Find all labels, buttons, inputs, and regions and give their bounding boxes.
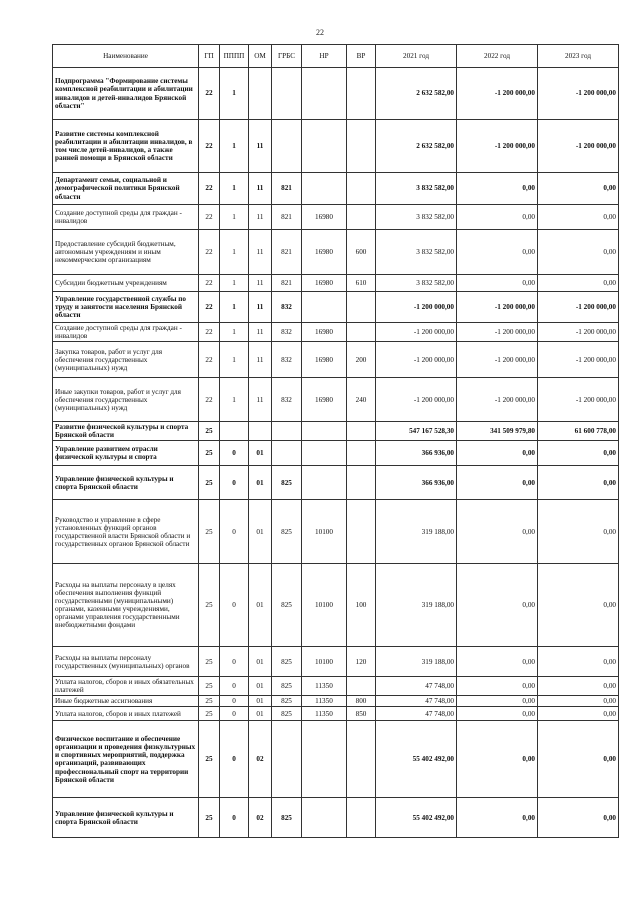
cell-pppp: 1 (220, 275, 249, 292)
cell-om: 01 (249, 647, 272, 677)
cell-vr (347, 422, 376, 441)
cell-y2022: -1 200 000,00 (457, 292, 538, 323)
cell-vr (347, 292, 376, 323)
cell-grbs (272, 120, 302, 173)
cell-nr (302, 422, 347, 441)
budget-table (52, 44, 619, 838)
cell-om: 01 (249, 441, 272, 466)
cell-grbs (272, 441, 302, 466)
header-pppp: ПППП (220, 45, 249, 68)
cell-y2022: 0,00 (457, 696, 538, 707)
cell-om: 01 (249, 564, 272, 647)
cell-y2023: -1 200 000,00 (538, 292, 619, 323)
cell-grbs: 825 (272, 564, 302, 647)
cell-gp: 25 (199, 441, 220, 466)
cell-nr (302, 292, 347, 323)
cell-y2023: 0,00 (538, 230, 619, 275)
cell-pppp: 0 (220, 721, 249, 798)
cell-y2022: -1 200 000,00 (457, 120, 538, 173)
cell-y2022: 0,00 (457, 721, 538, 798)
cell-nr: 16980 (302, 230, 347, 275)
cell-vr: 120 (347, 647, 376, 677)
cell-vr (347, 466, 376, 500)
cell-grbs: 832 (272, 378, 302, 422)
cell-y2023: 0,00 (538, 466, 619, 500)
cell-nr: 16980 (302, 378, 347, 422)
cell-vr: 600 (347, 230, 376, 275)
header-name: Наименование (53, 45, 199, 68)
cell-name: Расходы на выплаты персоналу государственных (муниципальных) органов (53, 647, 199, 677)
cell-om: 11 (249, 173, 272, 205)
cell-pppp: 0 (220, 466, 249, 500)
table-row (53, 323, 619, 342)
table-row (53, 441, 619, 466)
cell-y2023: -1 200 000,00 (538, 120, 619, 173)
cell-y2022: 0,00 (457, 707, 538, 721)
cell-gp: 22 (199, 342, 220, 378)
cell-y2023: 0,00 (538, 677, 619, 696)
header-grbs: ГРБС (272, 45, 302, 68)
cell-grbs: 825 (272, 677, 302, 696)
cell-y2022: 0,00 (457, 798, 538, 838)
cell-y2021: 47 748,00 (376, 677, 457, 696)
cell-grbs: 825 (272, 647, 302, 677)
cell-y2021: 2 632 582,00 (376, 120, 457, 173)
cell-grbs: 821 (272, 173, 302, 205)
cell-y2023: -1 200 000,00 (538, 323, 619, 342)
cell-name: Создание доступной среды для граждан - инвалидов (53, 205, 199, 230)
cell-nr: 10100 (302, 564, 347, 647)
table-row (53, 677, 619, 696)
cell-y2023: 0,00 (538, 721, 619, 798)
cell-pppp: 0 (220, 647, 249, 677)
cell-om: 11 (249, 378, 272, 422)
table-row (53, 647, 619, 677)
cell-om: 01 (249, 696, 272, 707)
cell-name: Управление развитием отрасли физической культуры и спорта (53, 441, 199, 466)
cell-vr (347, 721, 376, 798)
cell-pppp: 0 (220, 798, 249, 838)
cell-y2023: -1 200 000,00 (538, 342, 619, 378)
cell-vr: 850 (347, 707, 376, 721)
cell-y2021: 55 402 492,00 (376, 798, 457, 838)
cell-pppp: 0 (220, 441, 249, 466)
cell-gp: 25 (199, 500, 220, 564)
cell-nr (302, 798, 347, 838)
cell-om: 11 (249, 292, 272, 323)
cell-grbs: 821 (272, 205, 302, 230)
cell-y2021: -1 200 000,00 (376, 342, 457, 378)
table-row (53, 500, 619, 564)
cell-nr: 11350 (302, 707, 347, 721)
cell-vr (347, 677, 376, 696)
cell-nr: 16980 (302, 323, 347, 342)
cell-nr: 16980 (302, 205, 347, 230)
cell-nr (302, 721, 347, 798)
cell-name: Закупка товаров, работ и услуг для обеспечения государственных (муниципальных) нужд (53, 342, 199, 378)
cell-gp: 25 (199, 696, 220, 707)
cell-vr (347, 798, 376, 838)
cell-y2022: 341 509 979,80 (457, 422, 538, 441)
cell-name: Предоставление субсидий бюджетным, автономным учреждениям и иным некоммерческим организациям (53, 230, 199, 275)
cell-vr: 800 (347, 696, 376, 707)
cell-y2023: 0,00 (538, 173, 619, 205)
table-row (53, 721, 619, 798)
cell-pppp: 0 (220, 707, 249, 721)
cell-grbs (272, 68, 302, 120)
cell-om: 01 (249, 677, 272, 696)
cell-name: Создание доступной среды для граждан - инвалидов (53, 323, 199, 342)
cell-y2023: 0,00 (538, 275, 619, 292)
cell-y2023: 0,00 (538, 647, 619, 677)
cell-gp: 25 (199, 564, 220, 647)
cell-y2023: -1 200 000,00 (538, 68, 619, 120)
cell-y2022: -1 200 000,00 (457, 68, 538, 120)
cell-grbs: 821 (272, 230, 302, 275)
page-number: 22 (316, 28, 324, 37)
cell-gp: 25 (199, 466, 220, 500)
cell-gp: 22 (199, 378, 220, 422)
table-row (53, 68, 619, 120)
cell-vr: 240 (347, 378, 376, 422)
cell-y2021: 319 188,00 (376, 564, 457, 647)
cell-om: 11 (249, 230, 272, 275)
cell-y2021: -1 200 000,00 (376, 292, 457, 323)
cell-pppp: 1 (220, 342, 249, 378)
cell-gp: 22 (199, 120, 220, 173)
cell-pppp: 1 (220, 120, 249, 173)
cell-gp: 25 (199, 798, 220, 838)
cell-gp: 25 (199, 647, 220, 677)
cell-name: Физическое воспитание и обеспечение организации и проведения физкультурных и спортивных мероприятий, поддержка организаций, развивающих профессиональный спорт на территории Брянской области (53, 721, 199, 798)
cell-y2021: 47 748,00 (376, 707, 457, 721)
cell-name: Управление физической культуры и спорта Брянской области (53, 466, 199, 500)
cell-y2021: 547 167 528,30 (376, 422, 457, 441)
cell-y2021: 366 936,00 (376, 466, 457, 500)
table-row (53, 564, 619, 647)
cell-nr (302, 68, 347, 120)
cell-pppp: 1 (220, 292, 249, 323)
cell-y2021: 3 832 582,00 (376, 205, 457, 230)
cell-pppp: 1 (220, 173, 249, 205)
cell-vr: 200 (347, 342, 376, 378)
cell-gp: 22 (199, 173, 220, 205)
cell-name: Развитие системы комплексной реабилитации и абилитации инвалидов, в том числе детей-инвалидов, а также ранней помощи в Брянской области (53, 120, 199, 173)
cell-y2022: -1 200 000,00 (457, 378, 538, 422)
cell-y2022: 0,00 (457, 230, 538, 275)
cell-y2022: 0,00 (457, 466, 538, 500)
cell-y2022: 0,00 (457, 173, 538, 205)
cell-grbs: 832 (272, 323, 302, 342)
cell-nr (302, 466, 347, 500)
cell-pppp: 1 (220, 323, 249, 342)
cell-om (249, 422, 272, 441)
cell-y2021: 2 632 582,00 (376, 68, 457, 120)
cell-om: 01 (249, 466, 272, 500)
cell-grbs: 825 (272, 696, 302, 707)
cell-gp: 25 (199, 721, 220, 798)
cell-y2022: 0,00 (457, 564, 538, 647)
cell-vr (347, 68, 376, 120)
cell-y2021: 319 188,00 (376, 647, 457, 677)
cell-name: Уплата налогов, сборов и иных обязательных платежей (53, 677, 199, 696)
cell-gp: 22 (199, 292, 220, 323)
cell-nr (302, 120, 347, 173)
cell-nr: 10100 (302, 500, 347, 564)
cell-y2022: 0,00 (457, 647, 538, 677)
cell-nr: 11350 (302, 677, 347, 696)
cell-y2023: 0,00 (538, 441, 619, 466)
cell-nr: 11350 (302, 696, 347, 707)
header-gp: ГП (199, 45, 220, 68)
cell-y2022: 0,00 (457, 677, 538, 696)
cell-name: Развитие физической культуры и спорта Брянской области (53, 422, 199, 441)
cell-gp: 25 (199, 677, 220, 696)
cell-om: 11 (249, 323, 272, 342)
cell-y2022: -1 200 000,00 (457, 323, 538, 342)
cell-grbs: 825 (272, 798, 302, 838)
cell-y2021: 55 402 492,00 (376, 721, 457, 798)
cell-pppp: 0 (220, 500, 249, 564)
cell-pppp: 0 (220, 564, 249, 647)
cell-y2023: 0,00 (538, 707, 619, 721)
cell-y2022: 0,00 (457, 275, 538, 292)
cell-pppp: 1 (220, 230, 249, 275)
cell-name: Иные бюджетные ассигнования (53, 696, 199, 707)
table-row (53, 798, 619, 838)
cell-pppp: 1 (220, 378, 249, 422)
cell-grbs: 832 (272, 292, 302, 323)
cell-gp: 25 (199, 422, 220, 441)
cell-grbs (272, 422, 302, 441)
cell-name: Подпрограмма "Формирование системы комплексной реабилитации и абилитации инвалидов и детей-инвалидов Брянской области" (53, 68, 199, 120)
cell-vr: 100 (347, 564, 376, 647)
table-row (53, 696, 619, 707)
header-2022: 2022 год (457, 45, 538, 68)
cell-pppp: 1 (220, 68, 249, 120)
cell-om: 02 (249, 798, 272, 838)
header-2021: 2021 год (376, 45, 457, 68)
table-row (53, 275, 619, 292)
cell-y2023: 0,00 (538, 500, 619, 564)
cell-y2022: -1 200 000,00 (457, 342, 538, 378)
cell-name: Иные закупки товаров, работ и услуг для обеспечения государственных (муниципальных) нужд (53, 378, 199, 422)
cell-om: 01 (249, 707, 272, 721)
cell-om: 11 (249, 275, 272, 292)
cell-y2023: 0,00 (538, 798, 619, 838)
cell-vr: 610 (347, 275, 376, 292)
cell-grbs: 821 (272, 275, 302, 292)
cell-pppp: 0 (220, 677, 249, 696)
cell-nr: 16980 (302, 342, 347, 378)
cell-name: Управление физической культуры и спорта Брянской области (53, 798, 199, 838)
header-om: ОМ (249, 45, 272, 68)
table-row (53, 205, 619, 230)
cell-y2023: 0,00 (538, 564, 619, 647)
cell-y2021: -1 200 000,00 (376, 378, 457, 422)
cell-y2022: 0,00 (457, 205, 538, 230)
cell-y2021: 3 832 582,00 (376, 275, 457, 292)
cell-y2023: 61 600 778,00 (538, 422, 619, 441)
cell-om: 01 (249, 500, 272, 564)
table-header-row (53, 45, 619, 68)
cell-pppp (220, 422, 249, 441)
cell-name: Расходы на выплаты персоналу в целях обеспечения выполнения функций государственными (муниципальными) органами, казенными учреждениями, органами управления государственными внебюджетными фондами (53, 564, 199, 647)
cell-name: Департамент семьи, социальной и демографической политики Брянской области (53, 173, 199, 205)
table-row (53, 230, 619, 275)
cell-vr (347, 323, 376, 342)
cell-gp: 22 (199, 275, 220, 292)
cell-y2021: 3 832 582,00 (376, 173, 457, 205)
table-row (53, 466, 619, 500)
header-vr: ВР (347, 45, 376, 68)
cell-name: Управление государственной службы по труду и занятости населения Брянской области (53, 292, 199, 323)
cell-grbs: 832 (272, 342, 302, 378)
cell-om: 11 (249, 120, 272, 173)
cell-vr (347, 500, 376, 564)
cell-grbs (272, 721, 302, 798)
cell-pppp: 1 (220, 205, 249, 230)
cell-y2021: 366 936,00 (376, 441, 457, 466)
cell-grbs: 825 (272, 707, 302, 721)
cell-nr: 10100 (302, 647, 347, 677)
cell-pppp: 0 (220, 696, 249, 707)
cell-om: 11 (249, 205, 272, 230)
cell-om (249, 68, 272, 120)
cell-y2021: 3 832 582,00 (376, 230, 457, 275)
cell-gp: 22 (199, 68, 220, 120)
cell-vr (347, 120, 376, 173)
cell-nr: 16980 (302, 275, 347, 292)
cell-y2022: 0,00 (457, 500, 538, 564)
cell-om: 02 (249, 721, 272, 798)
cell-y2023: 0,00 (538, 205, 619, 230)
cell-y2023: -1 200 000,00 (538, 378, 619, 422)
cell-y2022: 0,00 (457, 441, 538, 466)
cell-nr (302, 441, 347, 466)
header-2023: 2023 год (538, 45, 619, 68)
cell-name: Субсидии бюджетным учреждениям (53, 275, 199, 292)
cell-gp: 22 (199, 230, 220, 275)
cell-y2023: 0,00 (538, 696, 619, 707)
table-row (53, 120, 619, 173)
cell-vr (347, 173, 376, 205)
cell-vr (347, 205, 376, 230)
cell-gp: 22 (199, 323, 220, 342)
cell-name: Руководство и управление в сфере установленных функций органов государственной власти Брянской области и государственных органов Брянской области (53, 500, 199, 564)
table-row (53, 342, 619, 378)
table-row (53, 378, 619, 422)
cell-y2021: -1 200 000,00 (376, 323, 457, 342)
cell-y2021: 47 748,00 (376, 696, 457, 707)
cell-y2021: 319 188,00 (376, 500, 457, 564)
cell-grbs: 825 (272, 466, 302, 500)
table-row (53, 707, 619, 721)
table-row (53, 422, 619, 441)
cell-gp: 25 (199, 707, 220, 721)
cell-nr (302, 173, 347, 205)
cell-vr (347, 441, 376, 466)
table-row (53, 292, 619, 323)
cell-gp: 22 (199, 205, 220, 230)
cell-grbs: 825 (272, 500, 302, 564)
header-nr: НР (302, 45, 347, 68)
cell-om: 11 (249, 342, 272, 378)
cell-name: Уплата налогов, сборов и иных платежей (53, 707, 199, 721)
table-row (53, 173, 619, 205)
